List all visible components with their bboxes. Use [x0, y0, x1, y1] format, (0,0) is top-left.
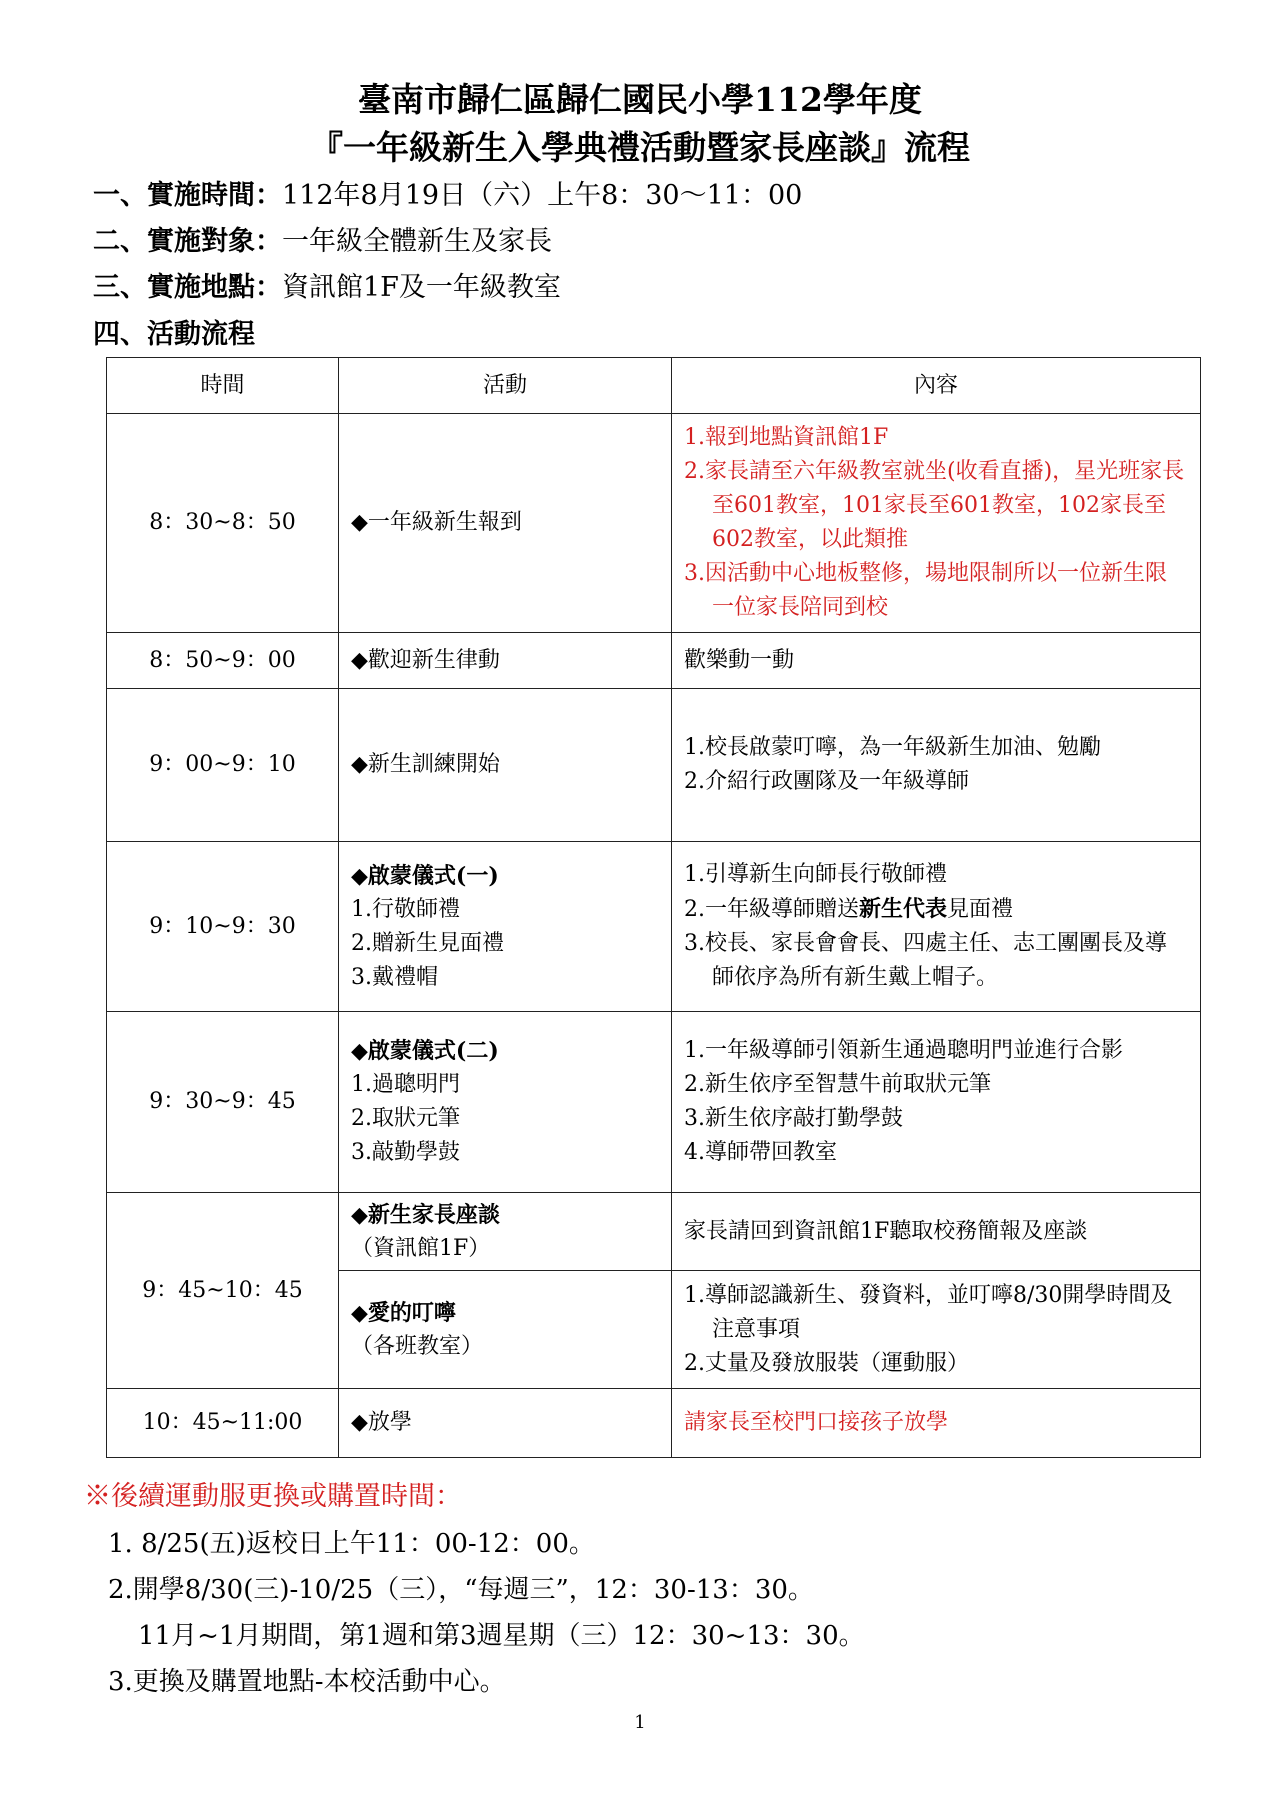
row-activity [339, 842, 672, 1012]
header-activity: 活動 [339, 358, 672, 414]
table-row [107, 1193, 1201, 1271]
header-time: 時間 [107, 358, 339, 414]
content-emphasis: 新生代表 [859, 896, 948, 922]
row-content [672, 842, 1201, 1012]
row-content [672, 1271, 1201, 1389]
content-item: 1.引導新生向師長行敬師禮 [684, 862, 947, 887]
content-item: 1.校長啟蒙叮嚀，為一年級新生加油、勉勵 [684, 735, 1101, 760]
info-target-value: 一年級全體新生及家長 [282, 226, 552, 257]
row-content [672, 689, 1201, 842]
table-header-row [107, 358, 1201, 414]
activity-item: 1.行敬師禮 [351, 896, 460, 922]
info-location [93, 270, 561, 306]
note-item: 3.更換及購置地點-本校活動中心。 [108, 1667, 506, 1697]
content-item: 3.新生依序敲打勤學鼓 [684, 1106, 903, 1131]
content-item: 3.校長、家長會會長、四處主任、志工團團長及導師依序為所有新生戴上帽子。 [684, 931, 1167, 990]
content-item: 1.導師認識新生、發資料，並叮嚀8/30開學時間及注意事項 [684, 1282, 1173, 1342]
row-activity [339, 1271, 672, 1389]
content-item: 2.家長請至六年級教室就坐(收看直播)，星光班家長至601教室，101家長至601教室，102家長至602教室，以此類推 [684, 459, 1185, 552]
note-item: 11月~1月期間，第1週和第3週星期（三）12：30~13：30。 [138, 1621, 865, 1651]
row-activity [339, 1012, 672, 1193]
row-time: 9：30~9：45 [107, 1012, 339, 1193]
note-heading: ※後續運動服更換或購置時間： [84, 1481, 462, 1512]
activity-title: ◆新生家長座談 [351, 1201, 500, 1228]
table-row [107, 1012, 1201, 1193]
content-item: 2.丈量及發放服裝（運動服） [684, 1350, 969, 1376]
table-row [107, 633, 1201, 689]
info-time [93, 178, 802, 214]
activity-item: 2.贈新生見面禮 [351, 930, 504, 956]
activity-note: （各班教室） [351, 1333, 484, 1359]
table-row [107, 1389, 1201, 1458]
row-time: 9：10~9：30 [107, 842, 339, 1012]
document-title-line2: 『一年級新生入學典禮活動暨家長座談』流程 [310, 128, 970, 167]
activity-item: 3.敲勤學鼓 [351, 1140, 460, 1165]
content-item: 3.因活動中心地板整修，場地限制所以一位新生限一位家長陪同到校 [684, 561, 1167, 620]
table-row [107, 414, 1201, 633]
content-text: 見面禮 [947, 897, 1014, 922]
row-time: 10：45~11:00 [107, 1389, 339, 1458]
document-title-line1: 臺南市歸仁區歸仁國民小學112學年度 [358, 80, 922, 119]
row-activity: ◆歡迎新生律動 [339, 633, 672, 689]
row-content [672, 1012, 1201, 1193]
content-text: 2.一年級導師贈送 [684, 897, 859, 922]
activity-title: ◆愛的叮嚀 [351, 1299, 456, 1326]
activity-title: ◆啟蒙儀式(一) [351, 862, 499, 889]
content-item: 2.新生依序至智慧牛前取狀元筆 [684, 1072, 991, 1097]
content-item: 1.一年級導師引領新生通過聰明門並進行合影 [684, 1038, 1123, 1063]
info-target [93, 224, 552, 260]
info-time-label: 一、實施時間： [93, 180, 282, 211]
note-item: 1. 8/25(五)返校日上午11：00-12：00。 [108, 1529, 595, 1559]
content-item: 4.導師帶回教室 [684, 1140, 837, 1165]
table-row [107, 842, 1201, 1012]
content-item: 2.介紹行政團隊及一年級導師 [684, 769, 969, 794]
row-time: 8：50~9：00 [107, 633, 339, 689]
row-time: 9：45~10：45 [107, 1193, 339, 1389]
row-activity [339, 1193, 672, 1271]
content-item: 1.報到地點資訊館1F [684, 425, 889, 450]
info-target-label: 二、實施對象： [93, 226, 282, 257]
activity-flow-table [106, 357, 1201, 1458]
info-flow-label: 四、活動流程 [93, 319, 255, 350]
info-flow [93, 317, 255, 353]
activity-item: 3.戴禮帽 [351, 964, 438, 990]
row-content [672, 414, 1201, 633]
row-time: 9：00~9：10 [107, 689, 339, 842]
row-activity: ◆一年級新生報到 [339, 414, 672, 633]
row-content: 家長請回到資訊館1F聽取校務簡報及座談 [672, 1193, 1201, 1271]
row-time: 8：30~8：50 [107, 414, 339, 633]
page-number: 1 [634, 1712, 646, 1733]
content-item [684, 892, 1188, 927]
info-location-value: 資訊館1F及一年級教室 [282, 272, 561, 303]
row-activity: ◆新生訓練開始 [339, 689, 672, 842]
row-content: 請家長至校門口接孩子放學 [672, 1389, 1201, 1458]
row-activity: ◆放學 [339, 1389, 672, 1458]
row-content: 歡樂動一動 [672, 633, 1201, 689]
info-time-value: 112年8月19日（六）上午8：30～11：00 [282, 180, 803, 211]
activity-item: 1.過聰明門 [351, 1072, 460, 1097]
info-location-label: 三、實施地點： [93, 272, 282, 303]
header-content: 內容 [672, 358, 1201, 414]
table-row [107, 689, 1201, 842]
note-item: 2.開學8/30(三)-10/25（三），“每週三”，12：30-13：30。 [108, 1575, 814, 1605]
activity-title: ◆啟蒙儀式(二) [351, 1038, 499, 1064]
activity-note: （資訊館1F） [351, 1235, 491, 1261]
activity-item: 2.取狀元筆 [351, 1106, 460, 1131]
